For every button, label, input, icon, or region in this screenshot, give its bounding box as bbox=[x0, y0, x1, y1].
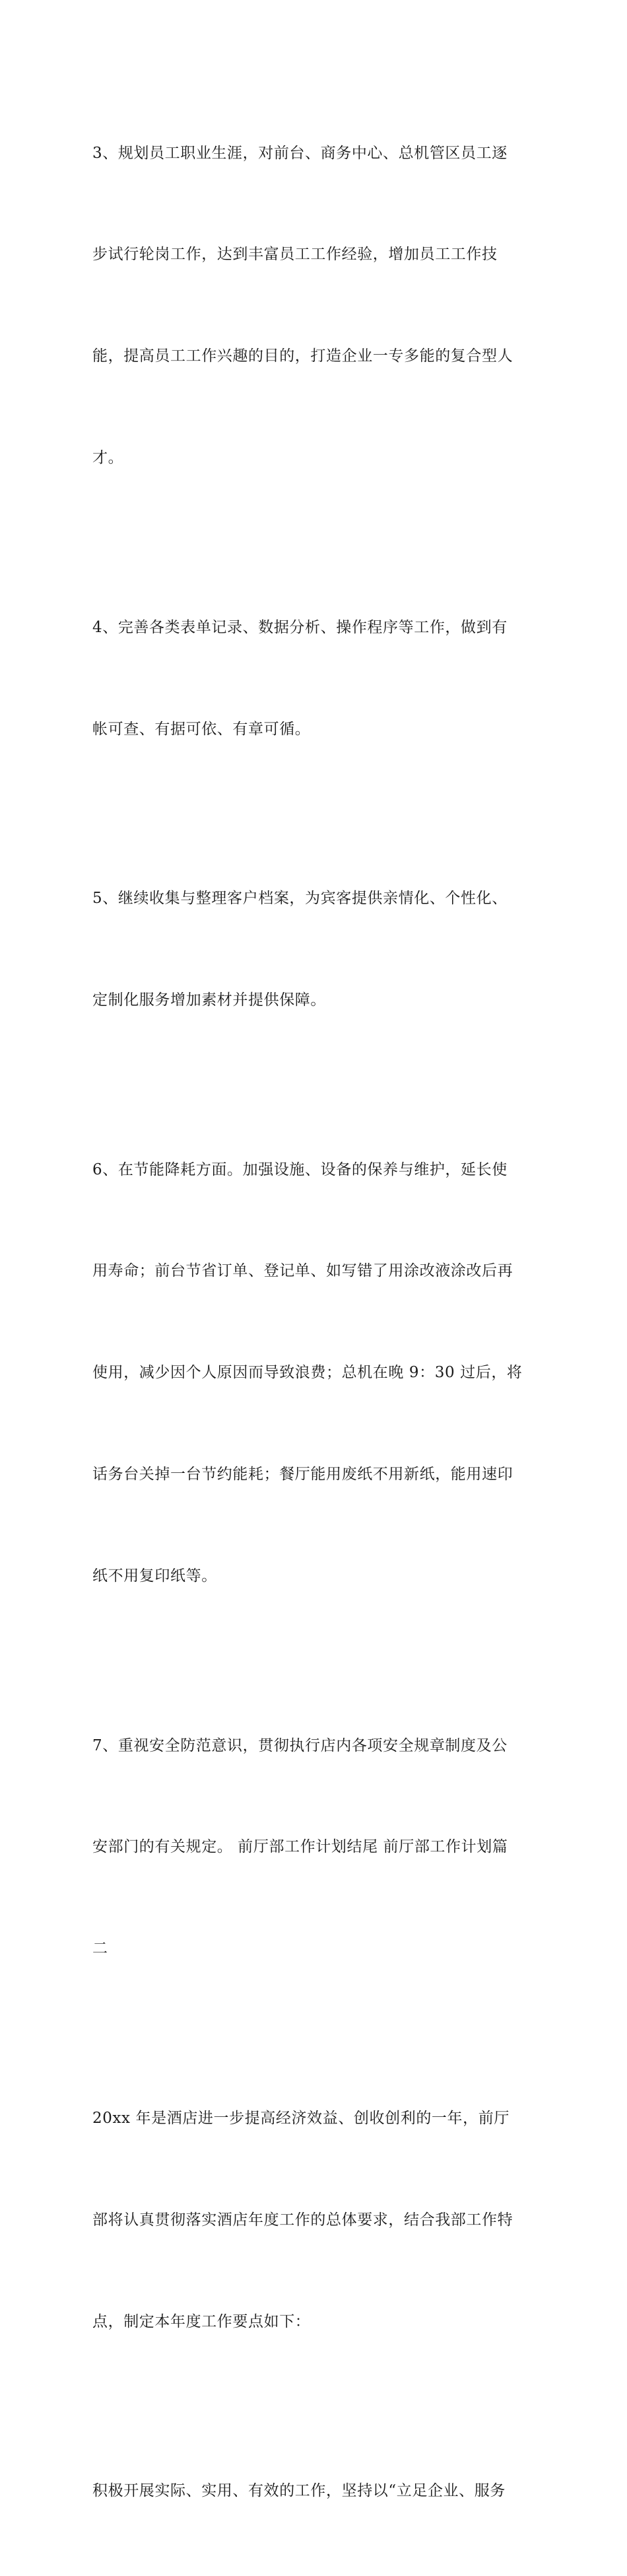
text-line: 步试行轮岗工作，达到丰富员工工作经验，增加员工工作技 bbox=[92, 246, 498, 264]
text-line: 用寿命；前台节省订单、登记单、如写错了用涂改液涂改后再 bbox=[92, 1262, 513, 1280]
paragraph-intro bbox=[92, 2034, 541, 2406]
paragraph-item-7 bbox=[92, 1661, 541, 2034]
text-line: 7、重视安全防范意识，贯彻执行店内各项安全规章制度及公 bbox=[92, 1736, 508, 1754]
text-line: 积极开展实际、实用、有效的工作，坚持以“立足企业、服务 bbox=[92, 2482, 506, 2500]
text-line: 话务台关掉一台节约能耗；餐厅能用废纸不用新纸，能用速印 bbox=[92, 1466, 513, 1484]
text-line: 二 bbox=[92, 1940, 108, 1958]
paragraph-item-4 bbox=[92, 543, 541, 814]
text-line: 能，提高员工工作兴趣的目的，打造企业一专多能的复合型人 bbox=[92, 347, 513, 365]
document-body bbox=[92, 69, 541, 2576]
text-line: 安部门的有关规定。 前厅部工作计划结尾 前厅部工作计划篇 bbox=[92, 1838, 508, 1856]
text-line: 部将认真贯彻落实酒店年度工作的总体要求，结合我部工作特 bbox=[92, 2211, 513, 2229]
text-line: 才。 bbox=[92, 449, 124, 467]
paragraph-item-6 bbox=[92, 1085, 541, 1661]
text-line: 点，制定本年度工作要点如下： bbox=[92, 2312, 311, 2330]
text-line: 4、完善各类表单记录、数据分析、操作程序等工作，做到有 bbox=[92, 618, 508, 636]
text-line: 定制化服务增加素材并提供保障。 bbox=[92, 991, 326, 1009]
text-line: 5、继续收集与整理客户档案，为宾客提供亲情化、个性化、 bbox=[92, 890, 508, 908]
text-line: 6、在节能降耗方面。加强设施、设备的保养与维护，延长使 bbox=[92, 1161, 508, 1178]
paragraph-item-3 bbox=[92, 69, 541, 543]
text-line: 20xx 年是酒店进一步提高经济效益、创收创利的一年，前厅 bbox=[92, 2109, 510, 2127]
paragraph-item-5 bbox=[92, 814, 541, 1085]
text-line: 3、规划员工职业生涯，对前台、商务中心、总机管区员工逐 bbox=[92, 144, 508, 162]
text-line: 使用，减少因个人原因而导致浪费；总机在晚 9：30 过后，将 bbox=[92, 1364, 523, 1382]
text-line: 纸不用复印纸等。 bbox=[92, 1567, 217, 1585]
text-line: 帐可查、有据可依、有章可循。 bbox=[92, 720, 311, 738]
paragraph-principle bbox=[92, 2406, 541, 2575]
